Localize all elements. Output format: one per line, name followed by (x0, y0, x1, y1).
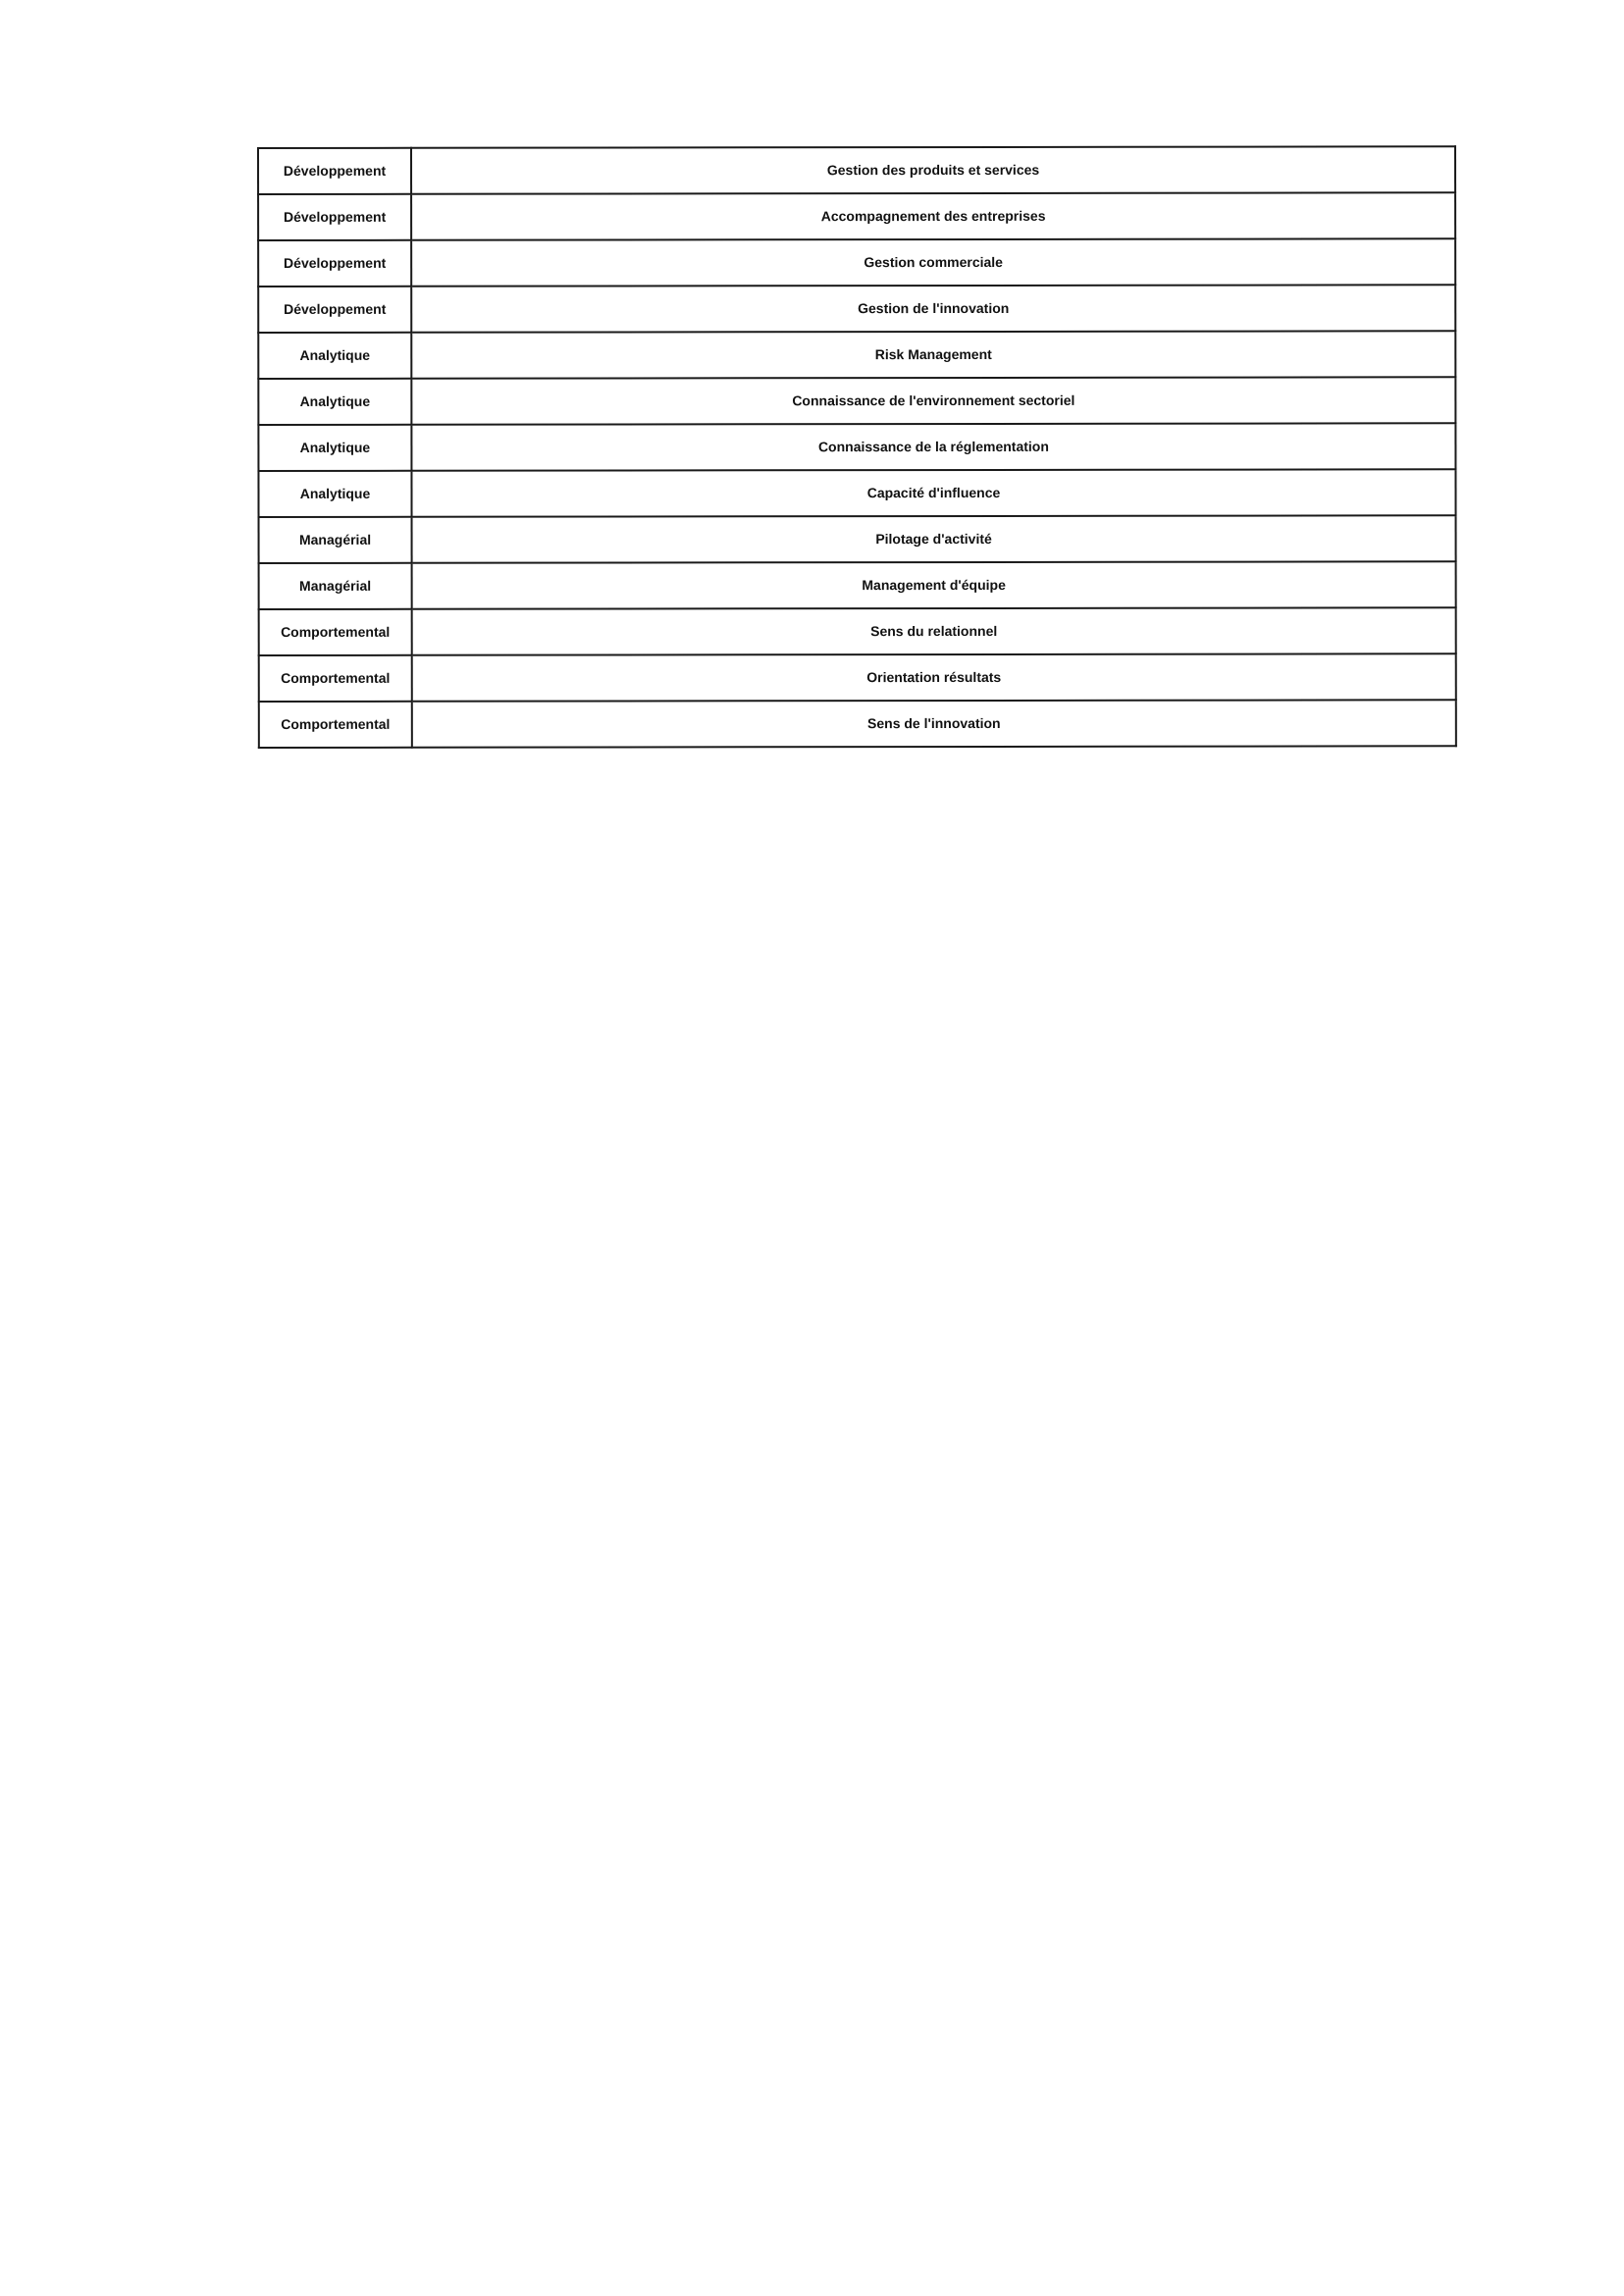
table-row (259, 607, 1456, 655)
category-cell: Analytique (258, 471, 411, 517)
category-cell: Comportemental (259, 702, 412, 748)
category-cell: Développement (258, 194, 411, 240)
category-cell: Managérial (259, 563, 412, 609)
category-cell: Analytique (258, 333, 411, 379)
table-row (258, 423, 1455, 471)
category-cell: Comportemental (259, 655, 412, 702)
category-cell: Analytique (258, 425, 411, 471)
table-row (259, 561, 1456, 609)
competence-cell: Gestion de l'innovation (411, 285, 1455, 332)
category-cell: Analytique (258, 379, 411, 425)
table-row (259, 515, 1456, 563)
table-row (258, 238, 1455, 287)
competence-cell: Risk Management (411, 331, 1455, 378)
category-cell: Comportemental (259, 609, 412, 655)
competence-cell: Connaissance de l'environnement sectoriel (411, 377, 1455, 424)
table-row (259, 700, 1456, 748)
table-row (258, 192, 1455, 240)
category-cell: Développement (258, 240, 411, 287)
competence-cell: Management d'équipe (412, 561, 1456, 608)
table-row (258, 469, 1455, 517)
category-cell: Managérial (259, 517, 412, 563)
competence-cell: Connaissance de la réglementation (411, 423, 1455, 470)
competence-cell: Orientation résultats (412, 653, 1456, 701)
table-row (258, 146, 1455, 194)
competence-cell: Sens de l'innovation (412, 700, 1456, 747)
table-row (258, 331, 1455, 379)
competence-table (257, 145, 1457, 749)
competence-cell: Gestion des produits et services (411, 146, 1455, 193)
category-cell: Développement (258, 287, 411, 333)
competence-cell: Accompagnement des entreprises (411, 192, 1455, 239)
competence-cell: Sens du relationnel (412, 607, 1456, 654)
competence-table-body (258, 146, 1456, 748)
competence-cell: Pilotage d'activité (412, 515, 1456, 562)
competence-cell: Capacité d'influence (411, 469, 1455, 516)
table-row (258, 285, 1455, 333)
category-cell: Développement (258, 148, 411, 194)
table-row (258, 377, 1455, 425)
table-row (259, 653, 1456, 702)
competence-cell: Gestion commerciale (411, 238, 1455, 286)
